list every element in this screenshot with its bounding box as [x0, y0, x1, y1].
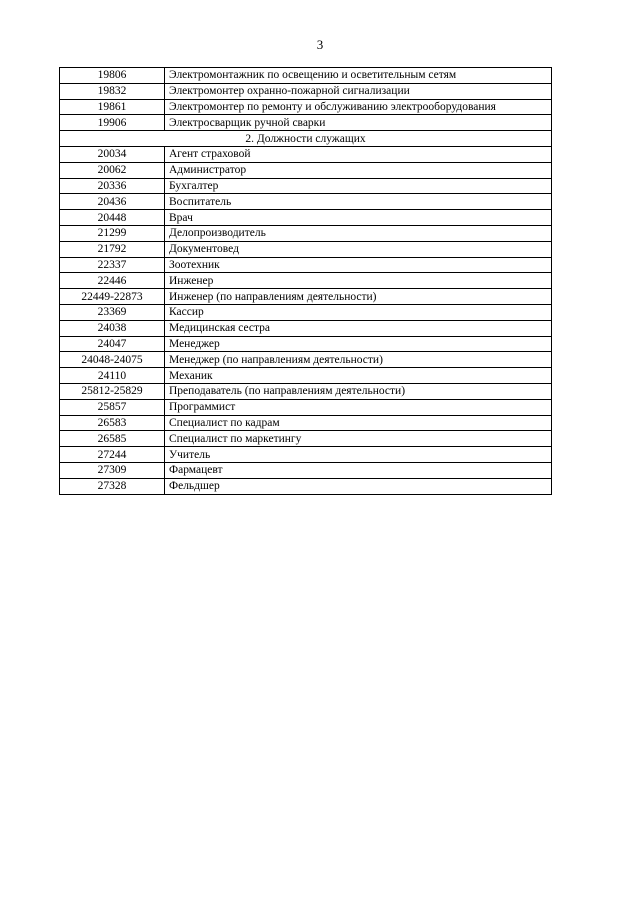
title-cell: Специалист по кадрам	[165, 415, 552, 431]
page-number: 3	[316, 37, 324, 52]
title-cell: Программист	[165, 399, 552, 415]
title-cell: Администратор	[165, 162, 552, 178]
code-cell: 24110	[60, 368, 165, 384]
table-row	[60, 241, 552, 257]
title-cell: Электромонтер охранно-пожарной сигнализации	[165, 83, 552, 99]
title-cell: Инженер	[165, 273, 552, 289]
title-cell: Зоотехник	[165, 257, 552, 273]
code-cell: 20336	[60, 178, 165, 194]
code-cell: 27244	[60, 447, 165, 463]
table-row	[60, 273, 552, 289]
table-row	[60, 162, 552, 178]
code-cell: 26583	[60, 415, 165, 431]
table-row	[60, 146, 552, 162]
table-row	[60, 320, 552, 336]
code-cell: 19861	[60, 99, 165, 115]
section-heading-row	[60, 131, 552, 147]
section-heading: 2. Должности служащих	[60, 131, 552, 147]
table-row	[60, 225, 552, 241]
title-cell: Документовед	[165, 241, 552, 257]
table-row	[60, 289, 552, 305]
table-row	[60, 194, 552, 210]
code-cell: 20034	[60, 146, 165, 162]
title-cell: Преподаватель (по направлениям деятельности)	[165, 383, 552, 399]
title-cell: Учитель	[165, 447, 552, 463]
title-cell: Электромонтажник по освещению и осветительным сетям	[165, 68, 552, 84]
table-row	[60, 415, 552, 431]
code-cell: 25857	[60, 399, 165, 415]
title-cell: Инженер (по направлениям деятельности)	[165, 289, 552, 305]
table-row	[60, 462, 552, 478]
table-body	[60, 68, 552, 495]
table-row	[60, 304, 552, 320]
table-row	[60, 447, 552, 463]
title-cell: Фармацевт	[165, 462, 552, 478]
table-row	[60, 336, 552, 352]
table-row	[60, 99, 552, 115]
title-cell: Электросварщик ручной сварки	[165, 115, 552, 131]
code-cell: 21792	[60, 241, 165, 257]
table-row	[60, 383, 552, 399]
code-cell: 26585	[60, 431, 165, 447]
table-row	[60, 178, 552, 194]
title-cell: Врач	[165, 210, 552, 226]
code-cell: 20436	[60, 194, 165, 210]
table-row	[60, 431, 552, 447]
code-cell: 21299	[60, 225, 165, 241]
table-row	[60, 257, 552, 273]
code-cell: 27328	[60, 478, 165, 494]
title-cell: Бухгалтер	[165, 178, 552, 194]
title-cell: Медицинская сестра	[165, 320, 552, 336]
code-cell: 20448	[60, 210, 165, 226]
professions-table	[59, 67, 552, 495]
title-cell: Фельдшер	[165, 478, 552, 494]
table-row	[60, 352, 552, 368]
title-cell: Электромонтер по ремонту и обслуживанию электрооборудования	[165, 99, 552, 115]
code-cell: 27309	[60, 462, 165, 478]
table-row	[60, 368, 552, 384]
title-cell: Механик	[165, 368, 552, 384]
title-cell: Кассир	[165, 304, 552, 320]
title-cell: Агент страховой	[165, 146, 552, 162]
code-cell: 25812-25829	[60, 383, 165, 399]
code-cell: 24038	[60, 320, 165, 336]
table-row	[60, 210, 552, 226]
title-cell: Специалист по маркетингу	[165, 431, 552, 447]
code-cell: 20062	[60, 162, 165, 178]
table-row	[60, 478, 552, 494]
code-cell: 23369	[60, 304, 165, 320]
code-cell: 24047	[60, 336, 165, 352]
code-cell: 19832	[60, 83, 165, 99]
title-cell: Воспитатель	[165, 194, 552, 210]
table-row	[60, 115, 552, 131]
code-cell: 22446	[60, 273, 165, 289]
code-cell: 19906	[60, 115, 165, 131]
table-row	[60, 83, 552, 99]
title-cell: Делопроизводитель	[165, 225, 552, 241]
code-cell: 22449-22873	[60, 289, 165, 305]
table-row	[60, 68, 552, 84]
title-cell: Менеджер (по направлениям деятельности)	[165, 352, 552, 368]
table-row	[60, 399, 552, 415]
code-cell: 24048-24075	[60, 352, 165, 368]
title-cell: Менеджер	[165, 336, 552, 352]
code-cell: 19806	[60, 68, 165, 84]
code-cell: 22337	[60, 257, 165, 273]
